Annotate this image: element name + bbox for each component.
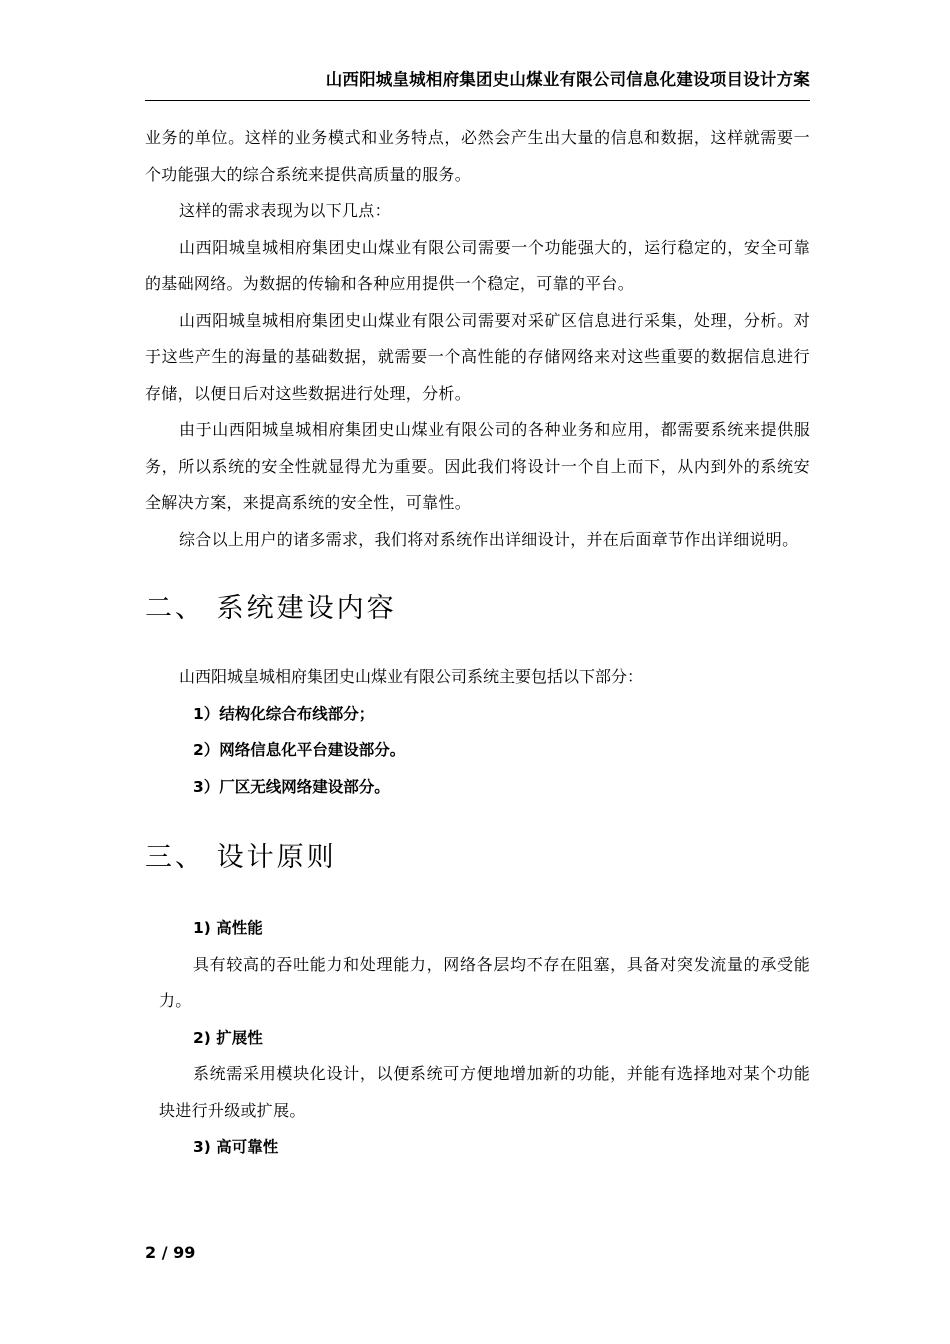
section-heading-2: 二、 系统建设内容 [145,593,397,624]
principle-body: 系统需采用模块化设计，以便系统可方便地增加新的功能，并能有选择地对某个功能块进行升级或扩展。 [159,1064,810,1120]
list-item: 2）网络信息化平台建设部分。 [193,741,406,759]
principle-body: 具有较高的吞吐能力和处理能力，网络各层均不存在阻塞，具备对突发流量的承受能力。 [159,954,810,1010]
paragraph: 山西阳城皇城相府集团史山煤业有限公司需要对采矿区信息进行采集，处理，分析。对于这些产生的海量的基础数据，就需要一个高性能的存储网络来对这些重要的数据信息进行存储，以便日后对这些数据进行处理，分析。 [145,310,810,403]
paragraph: 这样的需求表现为以下几点： [179,201,391,220]
section-intro: 山西阳城皇城相府集团史山煤业有限公司系统主要包括以下部分： [179,667,644,686]
section-heading-3: 三、 设计原则 [145,842,337,873]
paragraph: 山西阳城皇城相府集团史山煤业有限公司需要一个功能强大的，运行稳定的，安全可靠的基础网络。为数据的传输和各种应用提供一个稳定，可靠的平台。 [145,237,810,293]
paragraph: 业务的单位。这样的业务模式和业务特点，必然会产生出大量的信息和数据，这样就需要一个功能强大的综合系统来提供高质量的服务。 [145,128,810,184]
principle-title: 3) 高可靠性 [193,1138,279,1156]
principle-title: 2) 扩展性 [193,1028,263,1047]
paragraph: 综合以上用户的诸多需求，我们将对系统作出详细设计，并在后面章节作出详细说明。 [179,529,799,549]
paragraph: 由于山西阳城皇城相府集团史山煤业有限公司的各种业务和应用，都需要系统来提供服务，所以系统的安全性就显得尤为重要。因此我们将设计一个自上而下，从内到外的系统安全解决方案，来提高系统的安全性，可靠性。 [145,420,810,512]
page-content [145,120,810,1166]
principle-title: 1) 高性能 [193,919,263,937]
running-header: 山西阳城皇城相府集团史山煤业有限公司信息化建设项目设计方案 [325,70,810,89]
list-item: 1）结构化综合布线部分； [193,704,375,723]
list-item: 3）厂区无线网络建设部分。 [193,777,390,796]
header-rule [145,100,810,101]
page-number: 2 / 99 [145,1243,196,1262]
